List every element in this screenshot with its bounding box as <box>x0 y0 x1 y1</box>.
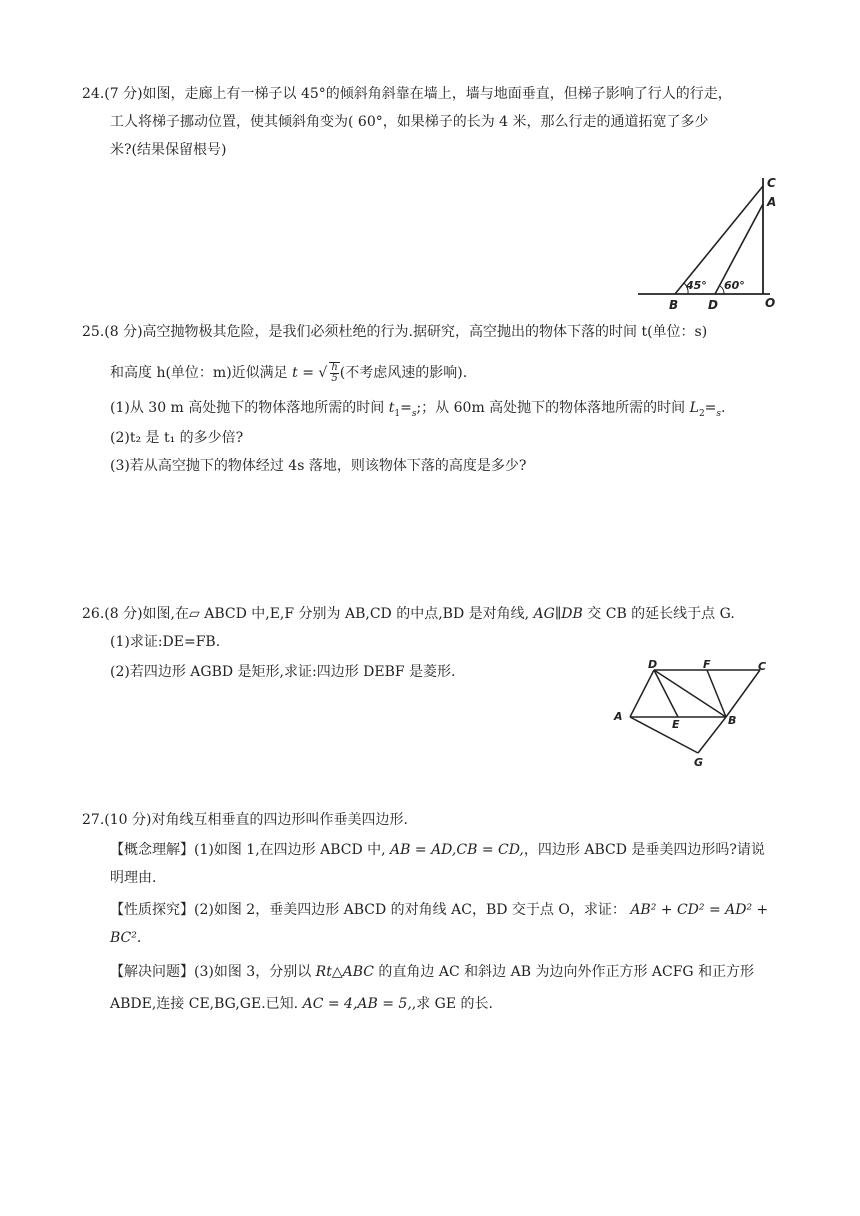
t1-subscript: 1 <box>394 408 401 419</box>
q27-line6-text-a: 【解决问题】(3)如图 3，分别以 <box>110 964 312 980</box>
s2-unit: s <box>716 408 722 419</box>
q27-math-rt-abc: Rt△ABC <box>315 964 374 980</box>
q27-line2-text-a: 【概念理解】(1)如图 1,在四边形 ABCD 中, <box>110 842 386 858</box>
q25-part1-eq2: = <box>704 400 717 416</box>
fig24-label-a: A <box>767 195 777 209</box>
fig26-label-b: B <box>728 714 737 727</box>
q27-line3: 明理由. <box>110 870 157 886</box>
q24-line2: 工人将梯子挪动位置，使其倾斜角变为( 60°，如果梯子的长为 4 米，那么行走的通道拓宽了多少 <box>110 114 709 130</box>
q27-line7-text-b: ,求 GE 的长. <box>411 996 493 1012</box>
fig26-label-g: G <box>694 756 704 769</box>
q27-line4 <box>110 900 768 920</box>
fig26-label-d: D <box>648 658 658 671</box>
l2-subscript: 2 <box>698 408 705 419</box>
q24-line3: 米?(结果保留根号) <box>110 142 227 158</box>
q27-line4-text: 【性质探究】(2)如图 2，垂美四边形 ABCD 的对角线 AC，BD 交于点 O，求证： <box>110 902 626 918</box>
q26-line1-text-b: 交 CB 的延长线于点 G. <box>582 606 735 622</box>
q25-line2-text: 和高度 h(单位：m)近似满足 <box>110 365 288 381</box>
q27-math-sum-squares: AB² + CD² = AD² + <box>630 902 769 918</box>
q25-part1-end: . <box>721 400 726 416</box>
q25-part3: (3)若从高空抛下的物体经过 4s 落地，则该物体下落的高度是多少? <box>110 458 527 474</box>
fig26-label-a: A <box>614 710 623 723</box>
fig26-label-c: C <box>758 660 767 673</box>
q26-line1 <box>82 604 735 624</box>
q27-math-bc2: BC² <box>110 930 137 946</box>
fig24-angle-60: 60° <box>724 279 745 292</box>
fig26-label-e: E <box>672 718 680 731</box>
q25-part1 <box>110 398 725 424</box>
formula-fraction <box>330 363 338 384</box>
q25-part1-text-c: ;；从 60m 高处抛下的物体落地所需的时间 <box>416 400 686 416</box>
fig24-label-c: C <box>767 176 776 190</box>
q26-part2: (2)若四边形 AGBD 是矩形,求证:四边形 DEBF 是菱形. <box>110 664 456 680</box>
q26-line1-text-a: 26.(8 分)如图,在▱ ABCD 中,E,F 分别为 AB,CD 的中点,BD 是对角线, <box>82 606 530 622</box>
q25-part1-eq1: = <box>400 400 412 416</box>
q27-math-ac-ab: AC = 4,AB = 5, <box>302 996 412 1012</box>
q27-line5-end: . <box>136 930 142 946</box>
q27-line1: 27.(10 分)对角线互相垂直的四边形叫作垂美四边形. <box>82 812 408 828</box>
formula-t: t <box>292 365 298 381</box>
t1-symbol: t <box>388 400 395 416</box>
q27-math-ab-ad: AB = AD,CB = CD, <box>390 842 524 858</box>
fig24-angle-45: 45° <box>686 279 707 292</box>
q27-line2-text-b: ，四边形 ABCD 是垂美四边形吗?请说 <box>523 842 765 858</box>
q26-math-ag-db: AG∥DB <box>533 606 583 622</box>
fig24-label-b: B <box>669 298 679 312</box>
q27-line5 <box>110 928 141 948</box>
q25-part2: (2)t₂ 是 t₁ 的多少倍? <box>110 430 244 446</box>
q27-line6 <box>110 962 754 982</box>
fig26-label-f: F <box>703 658 711 671</box>
formula-denominator: 5 <box>331 373 338 384</box>
q27-line2 <box>110 840 765 860</box>
q26-part1: (1)求证:DE=FB. <box>110 634 221 650</box>
q25-line1: 25.(8 分)高空抛物极其危险，是我们必须杜绝的行为.据研究，高空抛出的物体下落的时间 t(单位：s) <box>82 324 708 340</box>
ladder-figure <box>630 170 790 315</box>
q25-part1-text-a: (1)从 30 m 高处抛下的物体落地所需的时间 <box>110 400 385 416</box>
formula-eq: = <box>297 365 319 381</box>
ladder-bc <box>675 186 763 294</box>
s1-unit: s <box>411 408 417 419</box>
q27-line6-text-b: 的直角边 AC 和斜边 AB 为边向外作正方形 ACFG 和正方形 <box>378 964 755 980</box>
q25-line2: 和高度 h(单位：m)近似满足 t = √ $\frac{h}{5}$ (不考虑风速的影响). <box>110 362 468 384</box>
fig24-label-d: D <box>708 298 718 312</box>
l2-symbol: L <box>689 400 699 416</box>
formula-numerator: h <box>331 362 338 373</box>
q24-line1: 24.(7 分)如图，走廊上有一梯子以 45°的倾斜角斜靠在墙上，墙与地面垂直，但梯子影响了行人的行走， <box>82 86 732 102</box>
q27-line7 <box>110 994 493 1014</box>
fig24-label-o: O <box>765 296 776 310</box>
parallelogram-figure <box>608 656 780 772</box>
q25-line2-note: (不考虑风速的影响). <box>339 365 468 381</box>
q27-line7-text-a: ABDE,连接 CE,BG,GE.已知. <box>110 996 299 1012</box>
